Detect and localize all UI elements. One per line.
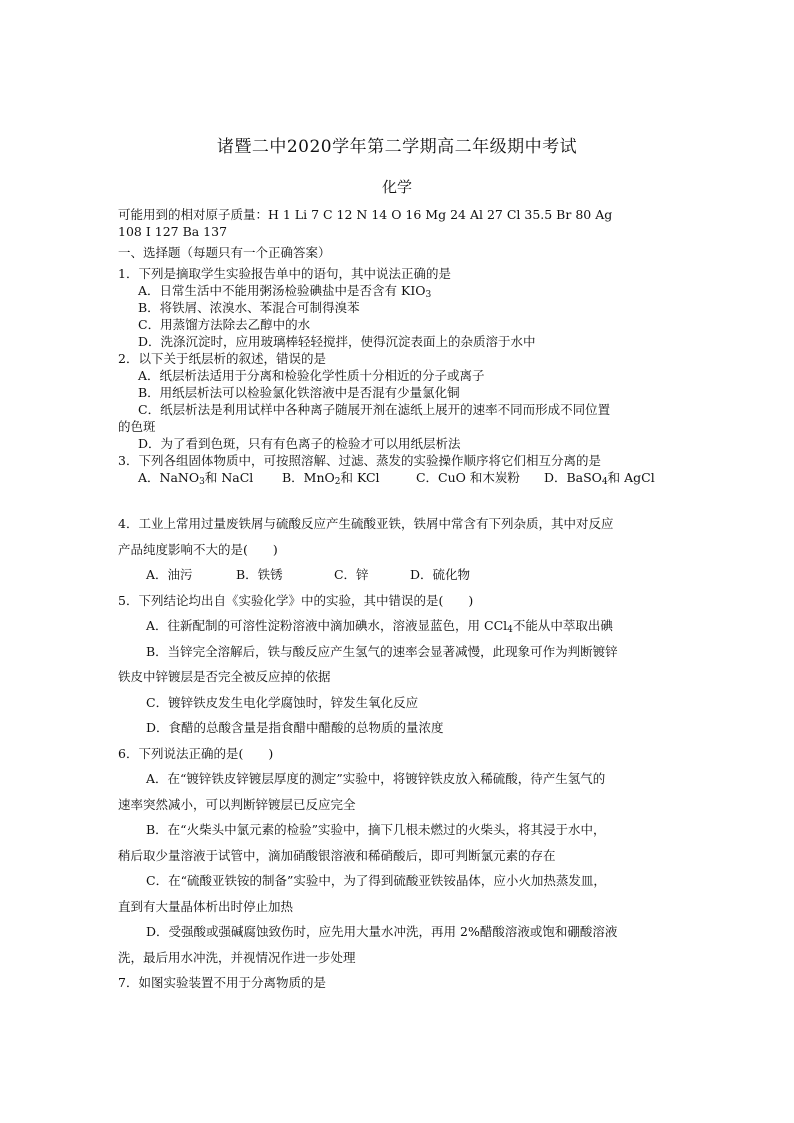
options-row xyxy=(118,469,678,486)
question-6 xyxy=(118,741,678,971)
option-b-continued: 铁皮中锌镀层是否完全被反应掉的依据 xyxy=(118,669,331,684)
option-text: B．MnO xyxy=(281,470,335,485)
option-a: A．纸层析法适用于分离和检验化学性质十分相近的分子或离子 xyxy=(138,368,485,383)
option-text: 和 AgCl xyxy=(607,470,655,485)
question-stem: 5．下列结论均出自《实验化学》中的实验，其中错误的是( ) xyxy=(118,592,474,608)
option-d: D．硫化物 xyxy=(409,567,470,582)
question-7 xyxy=(118,970,678,996)
question-stem: 7．如图实验装置不用于分离物质的是 xyxy=(118,975,326,990)
option-text: 不能从中萃取出碘 xyxy=(512,618,613,633)
option-c-continued: 的色斑 xyxy=(118,419,156,434)
question-stem: 6．下列说法正确的是( ) xyxy=(118,745,274,761)
option-d-continued: 洗，最后用水冲洗，并视情况作进一步处理 xyxy=(118,949,356,965)
option-c: C．在“硫酸亚铁铵的制备”实验中，为了得到硫酸亚铁铵晶体，应小火加热蒸发皿， xyxy=(146,873,606,888)
option-b-continued: 稍后取少量溶液于试管中，滴加硝酸银溶液和稀硝酸后，即可判断氯元素的存在 xyxy=(118,847,556,863)
option-b: B．当锌完全溶解后，铁与酸反应产生氢气的速率会显著减慢，此现象可作为判断镀锌 xyxy=(146,643,618,659)
option-c: C．CuO 和木炭粉 xyxy=(415,470,520,485)
option-d: D．食醋的总酸含量是指食醋中醋酸的总物质的量浓度 xyxy=(146,720,444,735)
option-c: C．纸层析法是利用试样中各种离子随展开剂在滤纸上展开的速率不同而形成不同位置 xyxy=(138,402,611,417)
option-c-continued: 直到有大量晶体析出时停止加热 xyxy=(118,898,294,914)
question-3 xyxy=(118,452,678,486)
option-a xyxy=(118,613,678,639)
exam-title: 诸暨二中2020学年第二学期高二年级期中考试 xyxy=(216,137,578,157)
option-d: D．洗涤沉淀时，应用玻璃棒轻轻搅拌，使得沉淀表面上的杂质溶于水中 xyxy=(138,334,536,349)
atomic-masses-line-2: 108 I 127 Ba 137 xyxy=(118,224,228,239)
option-a xyxy=(138,469,278,486)
subscript: 4 xyxy=(601,477,608,487)
question-4 xyxy=(118,511,678,588)
option-text: A．往新配制的可溶性淀粉溶液中滴加碘水，溶液显蓝色，用 CCl xyxy=(146,618,508,633)
option-text: 和 KCl xyxy=(340,470,380,485)
option-text: A．NaNO xyxy=(138,470,200,485)
option-d: D．受强酸或强碱腐蚀致伤时，应先用大量水冲洗，再用 2%醋酸溶液或饱和硼酸溶液 xyxy=(146,924,618,939)
question-stem: 2．以下关于纸层析的叙述，错误的是 xyxy=(118,351,326,366)
option-text: D．BaSO xyxy=(543,470,602,485)
option-a: A．油污 xyxy=(146,567,193,582)
option-a: A．在“镀锌铁皮锌镀层厚度的测定”实验中，将镀锌铁皮放入稀硫酸，待产生氢气的 xyxy=(146,771,606,786)
question-2 xyxy=(118,350,678,452)
question-stem: 4．工业上常用过量废铁屑与硫酸反应产生硫酸亚铁，铁屑中常含有下列杂质，其中对反应 xyxy=(118,516,614,531)
question-stem: 1．下列是摘取学生实验报告单中的语句，其中说法正确的是 xyxy=(118,266,451,281)
option-b: B．铁锈 xyxy=(235,567,283,582)
question-stem: 3．下列各组固体物质中，可按照溶解、过滤、蒸发的实验操作顺序将它们相互分离的是 xyxy=(118,453,601,468)
option-c: C．镀锌铁皮发生电化学腐蚀时，锌发生氧化反应 xyxy=(146,694,419,710)
question-1 xyxy=(118,265,678,350)
subscript: 4 xyxy=(507,625,513,635)
exam-body-loose xyxy=(118,511,678,996)
option-a xyxy=(118,282,678,299)
section-heading: 一、选择题（每题只有一个正确答案） xyxy=(118,245,331,260)
subscript: 3 xyxy=(199,477,205,487)
option-text: 和 NaCl xyxy=(204,470,254,485)
option-a-continued: 速率突然减小，可以判断锌镀层已反应完全 xyxy=(118,796,356,812)
option-d xyxy=(544,469,655,486)
subscript: 2 xyxy=(334,477,341,487)
option-c: C．锌 xyxy=(333,567,369,582)
question-stem-continued: 产品纯度影响不大的是( ) xyxy=(118,541,278,557)
atomic-masses-line-1: 可能用到的相对原子质量：H 1 Li 7 C 12 N 14 O 16 Mg 24 Al 27 Cl 35.5 Br 80 Ag xyxy=(118,207,613,222)
question-5 xyxy=(118,588,678,741)
exam-body-compact xyxy=(118,206,678,486)
option-b: B．用纸层析法可以检验氯化铁溶液中是否混有少量氯化铜 xyxy=(138,385,460,400)
option-b xyxy=(282,469,412,486)
option-b: B．将铁屑、浓溴水、苯混合可制得溴苯 xyxy=(138,300,360,315)
subscript: 3 xyxy=(425,290,432,300)
option-b: B．在“火柴头中氯元素的检验”实验中，摘下几根未燃过的火柴头，将其浸于水中， xyxy=(146,822,606,837)
options-row xyxy=(118,562,678,588)
subject-heading: 化学 xyxy=(381,178,412,196)
option-c: C．用蒸馏方法除去乙醇中的水 xyxy=(138,317,311,332)
option-d: D．为了看到色斑，只有有色离子的检验才可以用纸层析法 xyxy=(138,436,461,451)
option-text: A．日常生活中不能用粥汤检验碘盐中是否含有 KIO xyxy=(138,283,426,298)
